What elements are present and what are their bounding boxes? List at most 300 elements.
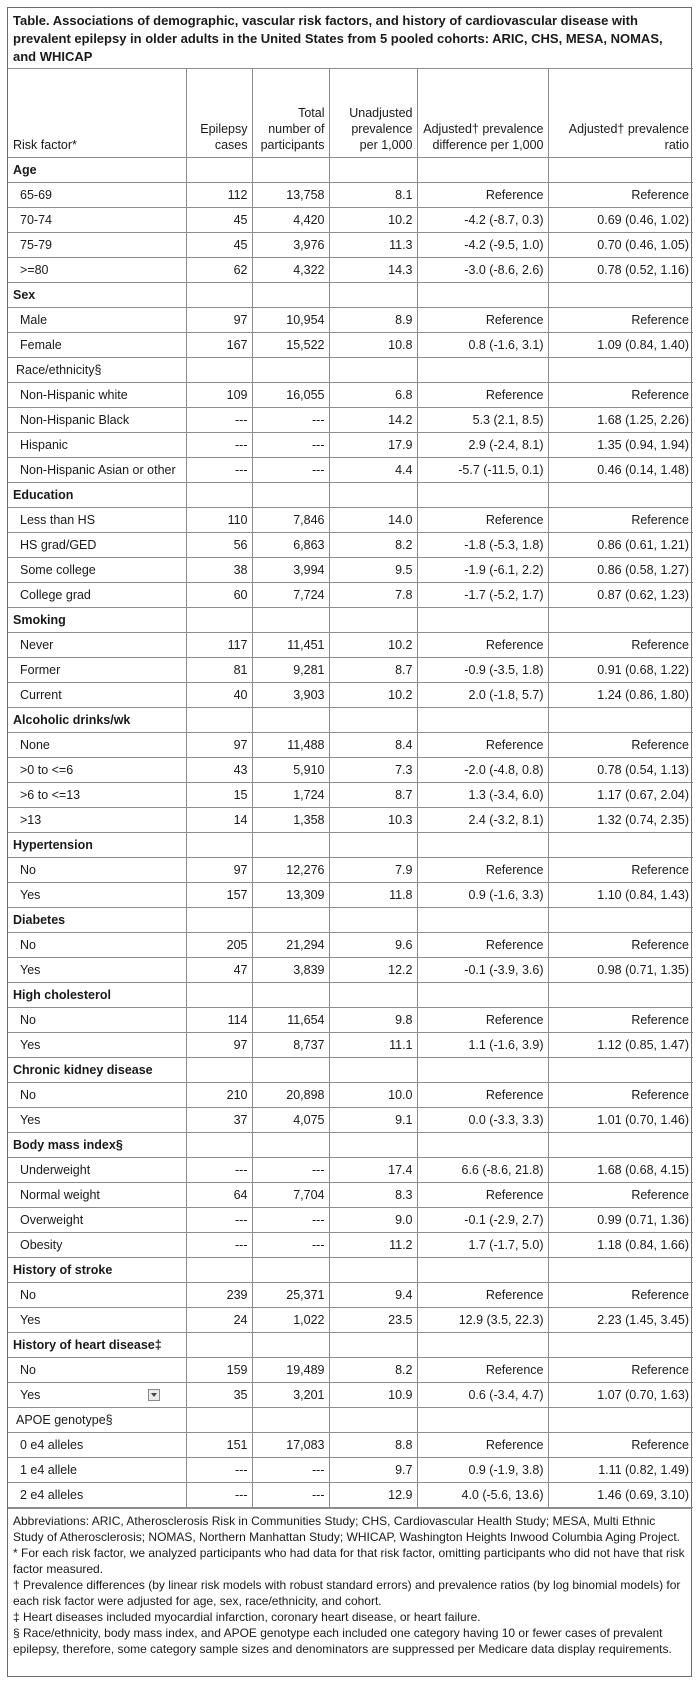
table-row: [8, 533, 693, 558]
empty-cell: [252, 1408, 329, 1433]
empty-cell: [186, 708, 252, 733]
table-row: [8, 458, 693, 483]
row-label-text: Yes: [20, 1038, 41, 1052]
row-label: [8, 1208, 186, 1233]
row-label-text: Less than HS: [20, 513, 96, 527]
cell-total-participants: [252, 1433, 329, 1458]
table-row: [8, 1383, 693, 1408]
header-row: [8, 69, 693, 158]
row-label: [8, 333, 186, 358]
cell-adjusted-ratio-text: 0.86 (0.58, 1.27): [597, 563, 689, 577]
table-row: [8, 558, 693, 583]
empty-cell: [252, 1133, 329, 1158]
cell-total-participants-text: 25,371: [286, 1288, 325, 1302]
cell-epilepsy-cases-text: 60: [233, 588, 248, 602]
cell-epilepsy-cases: [186, 758, 252, 783]
empty-cell: [417, 608, 548, 633]
cell-total-participants: [252, 208, 329, 233]
cell-adjusted-difference: [417, 408, 548, 433]
cell-adjusted-ratio: [548, 808, 693, 833]
cell-adjusted-ratio: [548, 1008, 693, 1033]
cell-adjusted-difference: [417, 1483, 548, 1508]
cell-adjusted-ratio-text: 0.78 (0.54, 1.13): [597, 763, 689, 777]
cell-total-participants: [252, 458, 329, 483]
cell-unadjusted-prevalence-text: 9.0: [395, 1213, 413, 1227]
row-label: [8, 458, 186, 483]
cell-epilepsy-cases: [186, 333, 252, 358]
cell-adjusted-difference: [417, 958, 548, 983]
row-label-text: No: [20, 938, 36, 952]
empty-cell: [417, 833, 548, 858]
row-label: [8, 883, 186, 908]
table-row: [8, 1033, 693, 1058]
empty-cell: [417, 1258, 548, 1283]
row-label-text: Male: [20, 313, 48, 327]
row-label-text: No: [20, 1013, 36, 1027]
table-row: [8, 858, 693, 883]
cell-adjusted-ratio-text: 1.07 (0.70, 1.63): [597, 1388, 689, 1402]
group-label: History of stroke: [8, 1258, 186, 1283]
row-label-text: No: [20, 1288, 36, 1302]
cell-adjusted-difference-text: Reference: [485, 863, 544, 877]
cell-total-participants: [252, 783, 329, 808]
cell-total-participants-text: 6,863: [293, 538, 325, 552]
cell-unadjusted-prevalence-text: 14.3: [388, 263, 413, 277]
cell-epilepsy-cases-text: 40: [233, 688, 248, 702]
cell-total-participants-text: 16,055: [286, 388, 325, 402]
cell-unadjusted-prevalence: [329, 583, 417, 608]
row-label: [8, 233, 186, 258]
table-row: [8, 808, 693, 833]
table-row: [8, 1458, 693, 1483]
cell-unadjusted-prevalence-text: 4.4: [395, 463, 413, 477]
empty-cell: [548, 283, 693, 308]
cell-unadjusted-prevalence: [329, 1308, 417, 1333]
empty-cell: [329, 483, 417, 508]
group-label: History of heart disease‡: [8, 1333, 186, 1358]
cell-adjusted-ratio-text: 0.91 (0.68, 1.22): [597, 663, 689, 677]
cell-adjusted-difference-text: 0.6 (-3.4, 4.7): [468, 1388, 544, 1402]
row-label: [8, 583, 186, 608]
empty-cell: [252, 1258, 329, 1283]
cell-unadjusted-prevalence-text: 7.8: [395, 588, 413, 602]
cell-adjusted-ratio-text: 1.18 (0.84, 1.66): [597, 1238, 689, 1252]
empty-cell: [186, 358, 252, 383]
row-label-text: Hispanic: [20, 438, 68, 452]
cell-epilepsy-cases: [186, 583, 252, 608]
cell-epilepsy-cases-text: ---: [235, 1238, 248, 1252]
cell-epilepsy-cases: [186, 1483, 252, 1508]
cell-adjusted-ratio-text: 0.46 (0.14, 1.48): [597, 463, 689, 477]
cell-epilepsy-cases-text: ---: [235, 1213, 248, 1227]
empty-cell: [329, 1258, 417, 1283]
empty-cell: [329, 983, 417, 1008]
cell-total-participants-text: 1,022: [293, 1313, 325, 1327]
cell-epilepsy-cases-text: 45: [233, 238, 248, 252]
cell-unadjusted-prevalence-text: 11.1: [389, 1038, 413, 1052]
cell-unadjusted-prevalence: [329, 458, 417, 483]
cell-unadjusted-prevalence-text: 17.9: [388, 438, 413, 452]
cell-total-participants-text: ---: [312, 1488, 325, 1502]
cell-adjusted-difference: [417, 658, 548, 683]
cell-adjusted-difference: [417, 758, 548, 783]
dropdown-arrow-icon[interactable]: [148, 1389, 160, 1401]
group-header-row: [8, 1408, 693, 1433]
cell-adjusted-ratio-text: Reference: [631, 388, 689, 402]
cell-unadjusted-prevalence-text: 10.2: [388, 688, 413, 702]
row-label-text: Former: [20, 663, 61, 677]
cell-epilepsy-cases: [186, 1033, 252, 1058]
cell-adjusted-ratio-text: 1.11 (0.82, 1.49): [598, 1463, 689, 1477]
empty-cell: [548, 1333, 693, 1358]
cell-adjusted-ratio-text: 1.68 (1.25, 2.26): [597, 413, 689, 427]
cell-unadjusted-prevalence-text: 12.2: [388, 963, 413, 977]
cell-total-participants-text: 7,724: [293, 588, 325, 602]
cell-epilepsy-cases-text: 112: [227, 188, 248, 202]
empty-cell: [252, 1058, 329, 1083]
row-label: [8, 1383, 186, 1408]
cell-unadjusted-prevalence: [329, 233, 417, 258]
cell-total-participants-text: ---: [312, 1463, 325, 1477]
cell-epilepsy-cases-text: 14: [233, 813, 248, 827]
empty-cell: [417, 983, 548, 1008]
cell-epilepsy-cases-text: 157: [226, 888, 248, 902]
cell-total-participants-text: 12,276: [286, 863, 325, 877]
empty-cell: [329, 908, 417, 933]
row-label-text: No: [20, 1088, 36, 1102]
cell-epilepsy-cases-text: ---: [235, 413, 248, 427]
table-row: [8, 1008, 693, 1033]
empty-cell: [548, 833, 693, 858]
cell-adjusted-difference-text: 1.7 (-1.7, 5.0): [468, 1238, 544, 1252]
group-header-row: [8, 1058, 693, 1083]
cell-adjusted-ratio-text: 0.98 (0.71, 1.35): [597, 963, 689, 977]
group-label: APOE genotype§: [8, 1408, 186, 1433]
cell-unadjusted-prevalence: [329, 208, 417, 233]
empty-cell: [186, 1408, 252, 1433]
row-label-text: 70-74: [20, 213, 52, 227]
cell-adjusted-ratio: [548, 183, 693, 208]
row-label: [8, 1233, 186, 1258]
cell-unadjusted-prevalence: [329, 858, 417, 883]
cell-adjusted-ratio: [548, 1208, 693, 1233]
cell-adjusted-difference-text: Reference: [485, 1188, 544, 1202]
empty-cell: [417, 908, 548, 933]
cell-unadjusted-prevalence-text: 9.7: [395, 1463, 413, 1477]
cell-total-participants: [252, 533, 329, 558]
cell-epilepsy-cases: [186, 408, 252, 433]
table-row: [8, 258, 693, 283]
cell-adjusted-difference: [417, 1433, 548, 1458]
cell-total-participants: [252, 633, 329, 658]
group-label: Alcoholic drinks/wk: [8, 708, 186, 733]
cell-epilepsy-cases: [186, 558, 252, 583]
cell-epilepsy-cases-text: 97: [233, 1038, 248, 1052]
cell-adjusted-difference-text: Reference: [485, 938, 544, 952]
table-row: [8, 383, 693, 408]
cell-total-participants-text: 13,758: [286, 188, 325, 202]
cell-unadjusted-prevalence: [329, 1158, 417, 1183]
cell-epilepsy-cases: [186, 1433, 252, 1458]
cell-total-participants: [252, 1233, 329, 1258]
group-header-row: [8, 908, 693, 933]
cell-total-participants-text: 15,522: [286, 338, 325, 352]
cell-adjusted-difference: [417, 1033, 548, 1058]
row-label: [8, 1308, 186, 1333]
cell-adjusted-difference-text: -5.7 (-11.5, 0.1): [458, 463, 544, 477]
cell-adjusted-difference-text: 0.9 (-1.6, 3.3): [468, 888, 544, 902]
cell-adjusted-ratio: [548, 208, 693, 233]
row-label: [8, 308, 186, 333]
cell-total-participants: [252, 1358, 329, 1383]
group-header-row: [8, 983, 693, 1008]
table-row: [8, 508, 693, 533]
cell-epilepsy-cases: [186, 233, 252, 258]
cell-adjusted-ratio: [548, 1433, 693, 1458]
cell-epilepsy-cases: [186, 958, 252, 983]
row-label: [8, 183, 186, 208]
row-label-text: 1 e4 allele: [20, 1463, 77, 1477]
cell-adjusted-ratio-text: 1.24 (0.86, 1.80): [597, 688, 689, 702]
cell-adjusted-ratio: [548, 383, 693, 408]
footnote: * For each risk factor, we analyzed participants who had data for that risk factor, omitting participants who did not have that risk factor measured.: [13, 1546, 685, 1576]
cell-adjusted-ratio: [548, 733, 693, 758]
cell-adjusted-ratio-text: 0.86 (0.61, 1.21): [597, 538, 689, 552]
footnote: § Race/ethnicity, body mass index, and APOE genotype each included one category having 10 or fewer cases of prevalent epilepsy, therefore, some category sample sizes and denominators are suppressed per Medicare data display requirements.: [13, 1626, 672, 1656]
cell-epilepsy-cases-text: 114: [227, 1013, 248, 1027]
cell-unadjusted-prevalence: [329, 883, 417, 908]
row-label-text: 65-69: [20, 188, 52, 202]
cell-unadjusted-prevalence-text: 11.8: [389, 888, 413, 902]
cell-adjusted-ratio: [548, 783, 693, 808]
group-header-row: [8, 158, 693, 183]
cell-adjusted-ratio: [548, 458, 693, 483]
cell-unadjusted-prevalence-text: 9.5: [395, 563, 413, 577]
row-label: [8, 808, 186, 833]
cell-total-participants-text: 4,420: [293, 213, 325, 227]
cell-total-participants: [252, 258, 329, 283]
cell-total-participants-text: 4,322: [293, 263, 325, 277]
cell-epilepsy-cases: [186, 1358, 252, 1383]
table-row: [8, 658, 693, 683]
row-label-text: No: [20, 863, 36, 877]
cell-total-participants-text: 11,488: [287, 738, 325, 752]
cell-adjusted-ratio-text: Reference: [631, 1288, 689, 1302]
cell-adjusted-difference: [417, 583, 548, 608]
cell-epilepsy-cases-text: 64: [233, 1188, 248, 1202]
cell-epilepsy-cases: [186, 683, 252, 708]
cell-total-participants-text: 3,201: [293, 1388, 325, 1402]
cell-adjusted-ratio-text: 1.68 (0.68, 4.15): [597, 1163, 689, 1177]
cell-unadjusted-prevalence: [329, 333, 417, 358]
cell-adjusted-ratio-text: 1.09 (0.84, 1.40): [597, 338, 689, 352]
cell-epilepsy-cases-text: 97: [233, 863, 248, 877]
cell-adjusted-difference-text: Reference: [485, 1288, 544, 1302]
cell-adjusted-difference-text: 0.0 (-3.3, 3.3): [468, 1113, 544, 1127]
empty-cell: [417, 283, 548, 308]
table-row: [8, 1283, 693, 1308]
empty-cell: [186, 283, 252, 308]
cell-adjusted-ratio: [548, 1458, 693, 1483]
cell-adjusted-ratio: [548, 1183, 693, 1208]
cell-adjusted-difference: [417, 308, 548, 333]
cell-epilepsy-cases: [186, 933, 252, 958]
cell-adjusted-difference: [417, 208, 548, 233]
empty-cell: [329, 608, 417, 633]
empty-cell: [329, 1133, 417, 1158]
cell-epilepsy-cases-text: 167: [226, 338, 248, 352]
cell-unadjusted-prevalence-text: 14.2: [388, 413, 413, 427]
cell-adjusted-ratio-text: 1.17 (0.67, 2.04): [597, 788, 689, 802]
table-row: [8, 1183, 693, 1208]
cell-total-participants-text: 8,737: [293, 1038, 325, 1052]
cell-unadjusted-prevalence: [329, 808, 417, 833]
cell-unadjusted-prevalence-text: 9.4: [395, 1288, 413, 1302]
row-label: [8, 208, 186, 233]
cell-total-participants-text: 9,281: [293, 663, 325, 677]
row-label-text: Yes: [20, 1388, 41, 1402]
cell-unadjusted-prevalence: [329, 183, 417, 208]
cell-epilepsy-cases-text: 97: [233, 738, 248, 752]
cell-total-participants-text: 10,954: [286, 313, 325, 327]
column-header-epilepsy-cases: Epilepsy cases: [186, 69, 252, 158]
cell-adjusted-difference: [417, 1208, 548, 1233]
row-label: [8, 1108, 186, 1133]
row-label-text: 2 e4 alleles: [20, 1488, 84, 1502]
row-label-text: >13: [20, 813, 42, 827]
cell-unadjusted-prevalence: [329, 308, 417, 333]
group-label: Education: [8, 483, 186, 508]
cell-adjusted-difference-text: -1.8 (-5.3, 1.8): [464, 538, 544, 552]
cell-adjusted-ratio: [548, 1033, 693, 1058]
row-label: [8, 1033, 186, 1058]
cell-adjusted-difference: [417, 1108, 548, 1133]
group-header-row: [8, 608, 693, 633]
cell-total-participants: [252, 808, 329, 833]
group-header-row: [8, 708, 693, 733]
group-header-row: [8, 1258, 693, 1283]
table-row: [8, 233, 693, 258]
cell-adjusted-difference-text: 0.9 (-1.9, 3.8): [468, 1463, 544, 1477]
row-label: [8, 508, 186, 533]
table-row: [8, 1358, 693, 1383]
empty-cell: [329, 358, 417, 383]
cell-epilepsy-cases-text: 205: [226, 938, 248, 952]
cell-unadjusted-prevalence: [329, 1008, 417, 1033]
cell-adjusted-ratio-text: 0.70 (0.46, 1.05): [597, 238, 689, 252]
cell-unadjusted-prevalence-text: 10.8: [388, 338, 413, 352]
footnote: Abbreviations: ARIC, Atherosclerosis Risk in Communities Study; CHS, Cardiovascular Health Study; MESA, Multi Ethnic Study of Atherosclerosis; NOMAS, Northern Manhattan Study; WHICAP, Washington Heights Inwood Columbia Aging Project.: [13, 1514, 680, 1544]
empty-cell: [548, 1258, 693, 1283]
cell-adjusted-ratio-text: Reference: [631, 188, 689, 202]
cell-adjusted-ratio: [548, 1483, 693, 1508]
cell-total-participants-text: 20,898: [286, 1088, 325, 1102]
row-label: [8, 408, 186, 433]
cell-adjusted-ratio-text: 1.32 (0.74, 2.35): [597, 813, 689, 827]
cell-adjusted-difference-text: Reference: [485, 1438, 544, 1452]
table-row: [8, 1108, 693, 1133]
cell-total-participants: [252, 758, 329, 783]
cell-adjusted-difference-text: Reference: [485, 738, 544, 752]
group-label: Age: [8, 158, 186, 183]
empty-cell: [329, 1058, 417, 1083]
cell-adjusted-difference: [417, 808, 548, 833]
data-table: [8, 68, 693, 1508]
cell-epilepsy-cases: [186, 533, 252, 558]
footnote: ‡ Heart diseases included myocardial infarction, coronary heart disease, or heart failure.: [13, 1610, 481, 1624]
table-row: [8, 583, 693, 608]
row-label-text: Yes: [20, 888, 41, 902]
group-header-row: [8, 358, 693, 383]
cell-adjusted-difference: [417, 1383, 548, 1408]
cell-total-participants: [252, 658, 329, 683]
cell-total-participants: [252, 583, 329, 608]
cell-epilepsy-cases-text: ---: [235, 463, 248, 477]
group-header-row: [8, 283, 693, 308]
cell-total-participants: [252, 1383, 329, 1408]
cell-adjusted-ratio-text: 0.78 (0.52, 1.16): [597, 263, 689, 277]
row-label: [8, 858, 186, 883]
cell-epilepsy-cases-text: ---: [235, 1463, 248, 1477]
group-label: Hypertension: [8, 833, 186, 858]
table-row: [8, 408, 693, 433]
empty-cell: [417, 1058, 548, 1083]
cell-adjusted-ratio: [548, 1233, 693, 1258]
cell-epilepsy-cases-text: 81: [233, 663, 248, 677]
row-label: [8, 533, 186, 558]
table-body: [8, 158, 693, 1508]
group-header-row: [8, 483, 693, 508]
cell-adjusted-difference: [417, 1308, 548, 1333]
cell-epilepsy-cases-text: 159: [226, 1363, 248, 1377]
cell-total-participants-text: 3,839: [293, 963, 325, 977]
empty-cell: [417, 1133, 548, 1158]
cell-total-participants: [252, 308, 329, 333]
cell-adjusted-difference: [417, 1083, 548, 1108]
empty-cell: [186, 1258, 252, 1283]
cell-adjusted-ratio-text: 2.23 (1.45, 3.45): [597, 1313, 689, 1327]
table-row: [8, 308, 693, 333]
cell-adjusted-difference-text: Reference: [485, 1088, 544, 1102]
row-label: [8, 933, 186, 958]
cell-adjusted-ratio: [548, 858, 693, 883]
cell-adjusted-ratio-text: Reference: [631, 863, 689, 877]
cell-unadjusted-prevalence: [329, 1358, 417, 1383]
cell-adjusted-difference-text: 1.1 (-1.6, 3.9): [468, 1038, 544, 1052]
row-label-text: Obesity: [20, 1238, 63, 1252]
row-label: [8, 1083, 186, 1108]
cell-total-participants-text: 11,654: [287, 1013, 325, 1027]
cell-epilepsy-cases-text: 38: [233, 563, 248, 577]
cell-total-participants: [252, 558, 329, 583]
cell-adjusted-ratio: [548, 958, 693, 983]
row-label-text: Some college: [20, 563, 96, 577]
cell-adjusted-ratio: [548, 1383, 693, 1408]
cell-unadjusted-prevalence-text: 8.9: [395, 313, 413, 327]
cell-adjusted-difference-text: 5.3 (2.1, 8.5): [472, 413, 544, 427]
cell-total-participants: [252, 733, 329, 758]
cell-unadjusted-prevalence-text: 10.0: [388, 1088, 413, 1102]
cell-total-participants-text: 13,309: [286, 888, 325, 902]
row-label-text: Underweight: [20, 1163, 91, 1177]
cell-adjusted-ratio: [548, 433, 693, 458]
empty-cell: [186, 908, 252, 933]
cell-epilepsy-cases: [186, 208, 252, 233]
cell-total-participants-text: ---: [312, 438, 325, 452]
table-row: [8, 633, 693, 658]
cell-unadjusted-prevalence: [329, 1233, 417, 1258]
cell-unadjusted-prevalence-text: 8.7: [395, 663, 413, 677]
